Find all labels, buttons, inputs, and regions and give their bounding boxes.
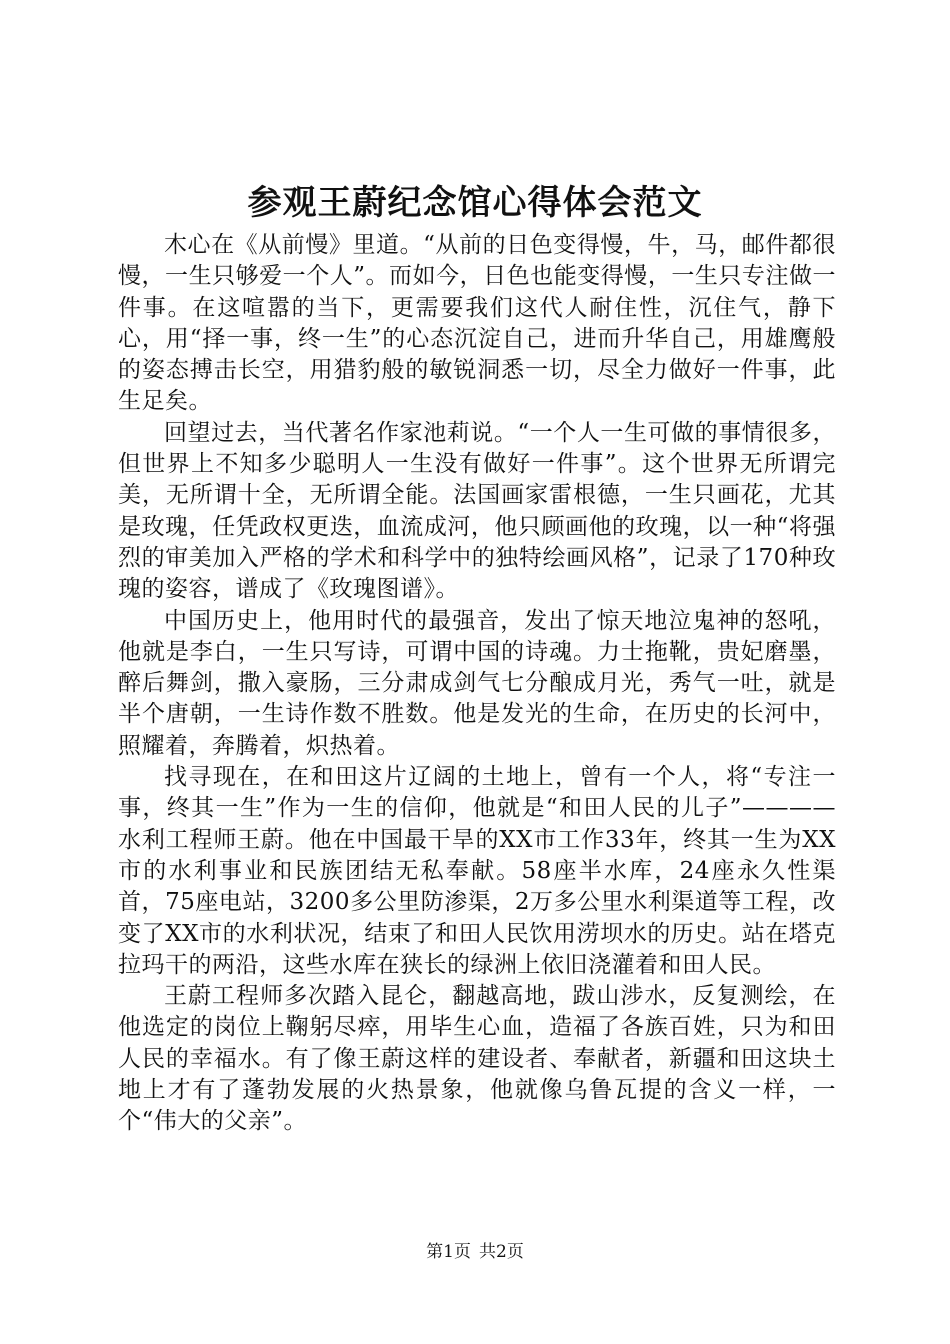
paragraph-4: 找寻现在，在和田这片辽阔的土地上，曾有一个人，将“专注一事，终其一生”作为一生的信仰，他就是“和田人民的儿子”————水利工程师王蔚。他在中国最干旱的XX市工作33年，终其一生为XX市的水利事业和民族团结无私奉献。58座半水库，24座永久性渠首，75座电站，3200多公里防渗渠，2万多公里水利渠道等工程，改变了XX市的水利状况，结束了和田人民饮用涝坝水的历史。站在塔克拉玛干的两沿，这些水库在狭长的绿洲上依旧浇灌着和田人民。 [118,764,836,978]
paragraph-1: 木心在《从前慢》里道。“从前的日色变得慢，牛，马，邮件都很慢，一生只够爱一个人”。而如今，日色也能变得慢，一生只专注做一件事。在这喧嚣的当下，更需要我们这代人耐住性，沉住气，静下心，用“择一事，终一生”的心态沉淀自己，进而升华自己，用雄鹰般的姿态搏击长空，用猎豹般的敏锐洞悉一切，尽全力做好一件事，此生足矣。 [118,232,836,415]
document-title: 参观王蔚纪念馆心得体会范文 [247,183,703,223]
document-body [118,230,836,1138]
paragraph-2: 回望过去，当代著名作家池莉说。“一个人一生可做的事情很多，但世界上不知多少聪明人一生没有做好一件事”。这个世界无所谓完美，无所谓十全，无所谓全能。法国画家雷根德，一生只画花，尤其是玫瑰，任凭政权更迭，血流成河，他只顾画他的玫瑰，以一种“将强烈的审美加入严格的学术和科学中的独特绘画风格”，记录了170种玫瑰的姿容，谱成了《玫瑰图谱》。 [118,419,836,603]
page-total: 共2页 [479,1242,524,1262]
paragraph-5: 王蔚工程师多次踏入昆仑，翻越高地，跋山涉水，反复测绘，在他选定的岗位上鞠躬尽瘁，用毕生心血，造福了各族百姓，只为和田人民的幸福水。有了像王蔚这样的建设者、奉献者，新疆和田这块土地上才有了蓬勃发展的火热景象，他就像乌鲁瓦提的含义一样，一个“伟大的父亲”。 [118,983,836,1135]
page-number: 第1页 [426,1242,471,1262]
page-footer [0,1240,950,1264]
paragraph-3: 中国历史上，他用时代的最强音，发出了惊天地泣鬼神的怒吼，他就是李白，一生只写诗，可谓中国的诗魂。力士拖靴，贵妃磨墨，醉后舞剑，撒入豪肠，三分肃成剑气七分酿成月光，秀气一吐，就是半个唐朝，一生诗作数不胜数。他是发光的生命，在历史的长河中，照耀着，奔腾着，炽热着。 [118,607,836,759]
